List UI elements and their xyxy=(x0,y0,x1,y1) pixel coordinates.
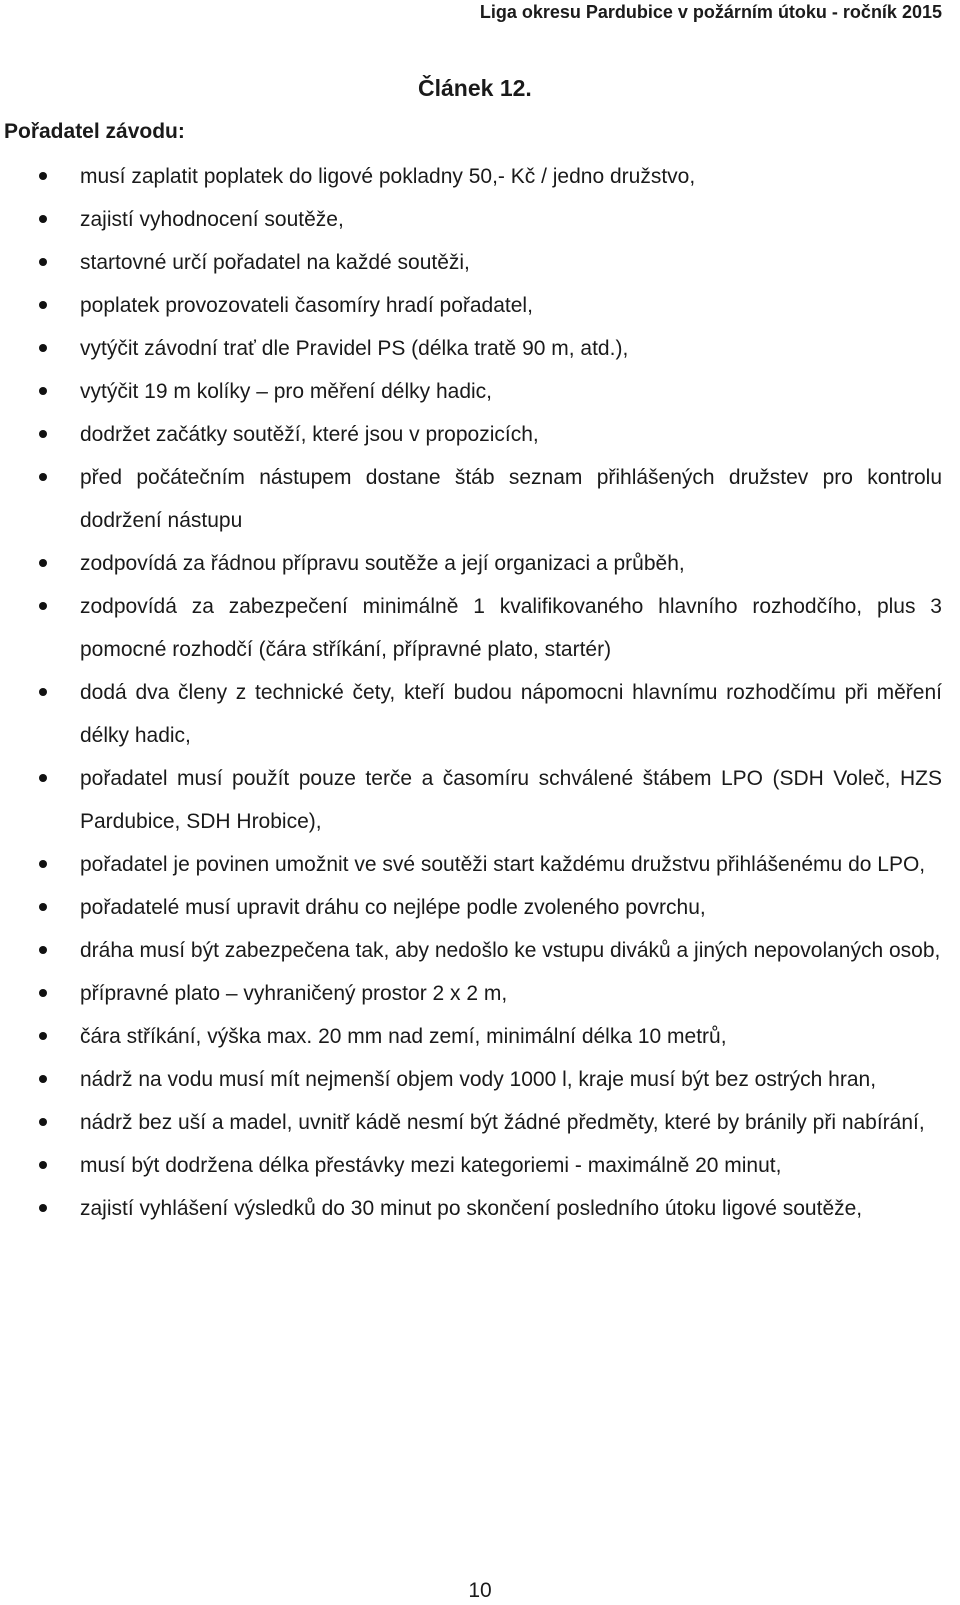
list-item-text: zodpovídá za řádnou přípravu soutěže a její organizaci a průběh, xyxy=(80,552,685,575)
list-item-text: pořadatel musí použít pouze terče a časomíru schválené štábem LPO (SDH Voleč, HZS Pardubice, SDH Hrobice), xyxy=(80,767,942,833)
list-item xyxy=(0,1144,960,1187)
list-item xyxy=(0,757,960,843)
list-item xyxy=(0,929,960,972)
list-item xyxy=(0,241,960,284)
bullet-icon xyxy=(39,989,47,997)
list-item xyxy=(0,198,960,241)
running-header: Liga okresu Pardubice v požárním útoku - ročník 2015 xyxy=(479,2,942,22)
list-item-text: pořadatel je povinen umožnit ve své soutěži start každému družstvu přihlášenému do LPO, xyxy=(80,853,926,876)
list-item xyxy=(0,1015,960,1058)
article-title: Článek 12. xyxy=(418,75,532,101)
bullet-icon xyxy=(39,903,47,911)
list-item xyxy=(0,370,960,413)
bullet-icon xyxy=(39,602,47,610)
list-item xyxy=(0,671,960,757)
list-item-text: zodpovídá za zabezpečení minimálně 1 kvalifikovaného hlavního rozhodčího, plus 3 pomocné rozhodčí (čára stříkání, přípravné plato, startér) xyxy=(80,595,942,661)
bullet-icon xyxy=(39,215,47,223)
list-item-text: vytýčit závodní trať dle Pravidel PS (délka tratě 90 m, atd.), xyxy=(80,337,629,360)
bullet-icon xyxy=(39,946,47,954)
bullet-icon xyxy=(39,1204,47,1212)
list-item-text: dodržet začátky soutěží, které jsou v propozicích, xyxy=(80,423,539,446)
list-item xyxy=(0,542,960,585)
bullet-icon xyxy=(39,1075,47,1083)
bullet-icon xyxy=(39,1118,47,1126)
list-item-text: zajistí vyhodnocení soutěže, xyxy=(80,208,344,231)
list-item xyxy=(0,155,960,198)
bullet-icon xyxy=(39,387,47,395)
list-item xyxy=(0,413,960,456)
page-number: 10 xyxy=(468,1579,492,1602)
bullet-icon xyxy=(39,774,47,782)
list-item-text: musí být dodržena délka přestávky mezi kategoriemi - maximálně 20 minut, xyxy=(80,1154,782,1177)
bullet-icon xyxy=(39,688,47,696)
list-item-text: poplatek provozovateli časomíry hradí pořadatel, xyxy=(80,294,533,317)
bullet-icon xyxy=(39,344,47,352)
list-item-text: dodá dva členy z technické čety, kteří budou nápomocni hlavnímu rozhodčímu při měření délky hadic, xyxy=(80,681,942,747)
list-item-text: před počátečním nástupem dostane štáb seznam přihlášených družstev pro kontrolu dodržení nástupu xyxy=(80,466,942,532)
list-item xyxy=(0,972,960,1015)
list-item-text: přípravné plato – vyhraničený prostor 2 x 2 m, xyxy=(80,982,508,1005)
bullet-icon xyxy=(39,1032,47,1040)
requirements-list xyxy=(0,155,960,1230)
bullet-icon xyxy=(39,172,47,180)
list-item xyxy=(0,456,960,542)
list-item-text: pořadatelé musí upravit dráhu co nejlépe podle zvoleného povrchu, xyxy=(80,896,706,919)
list-item-text: nádrž na vodu musí mít nejmenší objem vody 1000 l, kraje musí být bez ostrých hran, xyxy=(80,1068,877,1091)
bullet-icon xyxy=(39,559,47,567)
list-item xyxy=(0,327,960,370)
list-item xyxy=(0,1058,960,1101)
bullet-icon xyxy=(39,1161,47,1169)
bullet-icon xyxy=(39,473,47,481)
list-item-text: vytýčit 19 m kolíky – pro měření délky hadic, xyxy=(80,380,492,403)
bullet-icon xyxy=(39,258,47,266)
list-item-text: čára stříkání, výška max. 20 mm nad zemí, minimální délka 10 metrů, xyxy=(80,1025,727,1048)
list-item xyxy=(0,585,960,671)
list-item-text: musí zaplatit poplatek do ligové pokladny 50,- Kč / jedno družstvo, xyxy=(80,165,696,188)
list-item xyxy=(0,886,960,929)
section-title: Pořadatel závodu: xyxy=(4,120,185,143)
list-item-text: startovné určí pořadatel na každé soutěži, xyxy=(80,251,470,274)
list-item xyxy=(0,1187,960,1230)
list-item xyxy=(0,1101,960,1144)
list-item-text: zajistí vyhlášení výsledků do 30 minut po skončení posledního útoku ligové soutěže, xyxy=(80,1197,863,1220)
list-item-text: nádrž bez uší a madel, uvnitř kádě nesmí být žádné předměty, které by bránily při nabírání, xyxy=(80,1111,925,1134)
list-item xyxy=(0,843,960,886)
bullet-icon xyxy=(39,301,47,309)
bullet-icon xyxy=(39,860,47,868)
bullet-icon xyxy=(39,430,47,438)
list-item-text: dráha musí být zabezpečena tak, aby nedošlo ke vstupu diváků a jiných nepovolaných osob, xyxy=(80,939,941,962)
list-item xyxy=(0,284,960,327)
